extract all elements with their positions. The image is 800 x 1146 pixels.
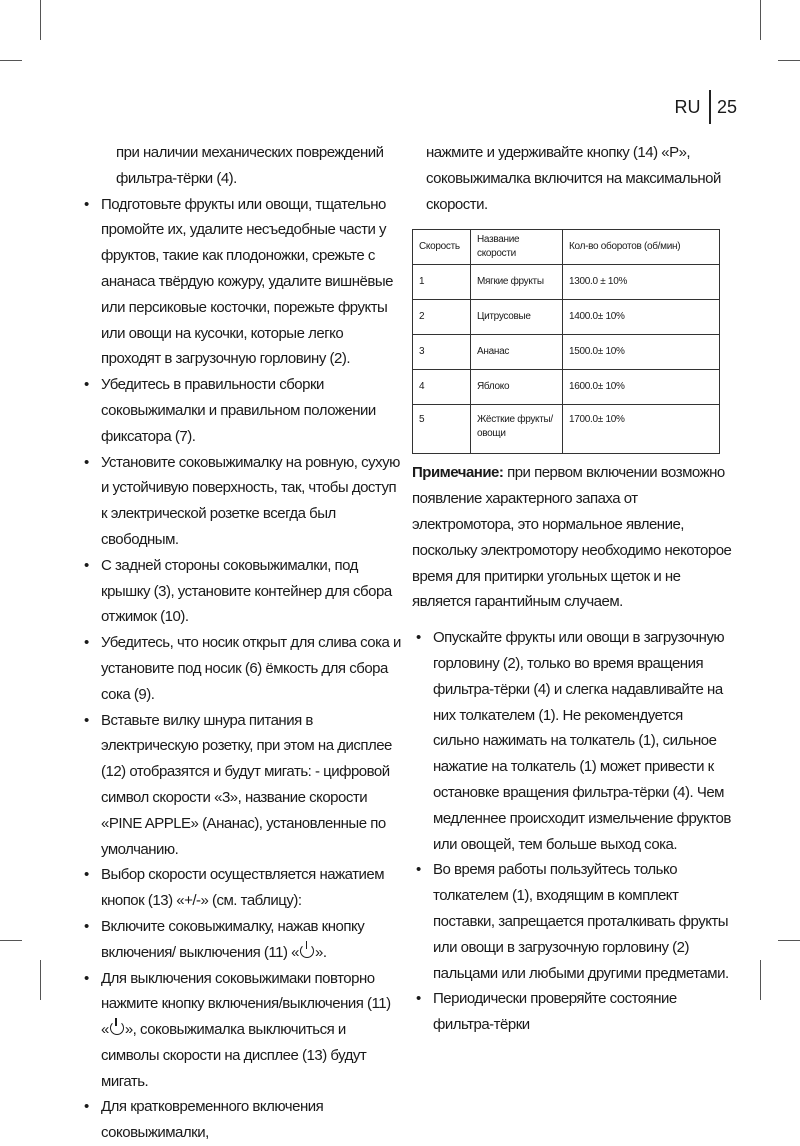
crop-mark-right-top [778, 60, 800, 61]
power-on-text-end: ». [315, 943, 327, 961]
list-item: • Во время работы пользуйтесь только толкателем (1), входящим в комплект поставки, запрещается проталкивать фрукты или овощи в загрузочную горловину (2) пальцами или любыми другими предметами. [412, 857, 732, 986]
table-row [413, 405, 720, 454]
power-icon [110, 1021, 124, 1035]
table-cell: 1700.0± 10% [563, 405, 720, 454]
table-header-row [413, 230, 720, 265]
crop-mark-bottom-right [760, 960, 761, 1000]
table-cell: Жёсткие фрукты/ овощи [471, 405, 563, 454]
table-cell: 2 [413, 300, 471, 335]
page-header [674, 90, 737, 124]
list-item: • Периодически проверяйте состояние фильтра-тёрки [412, 986, 732, 1038]
left-continuation-text: при наличии механических повреждений фильтра-тёрки (4). [116, 144, 384, 187]
note-text: при первом включении возможно появление характерного запаха от электромотора, это нормальное явление, поскольку электромотору необходимо некоторое время для притирки угольных щеток и не является гарантийным случаем. [412, 464, 732, 611]
power-off-text-end: », соковыжималка выключиться и символы скорости на дисплее (13) будут мигать. [101, 1021, 367, 1090]
right-column [412, 140, 732, 1038]
table-cell: Ананас [471, 335, 563, 370]
list-item [80, 966, 402, 1095]
crop-mark-top-left [40, 0, 41, 40]
power-icon [300, 944, 314, 958]
table-header-cell: Название скорости [471, 230, 563, 265]
crop-mark-bottom-left [40, 960, 41, 1000]
language-label: RU [674, 96, 701, 117]
table-cell: 1 [413, 265, 471, 300]
table-cell: 5 [413, 405, 471, 454]
list-item: • Вставьте вилку шнура питания в электрическую розетку, при этом на дисплее (12) отобразятся и будут мигать: - цифровой символ скорости «3», название скорости «PINE APPLE» (Ананас), установленные по умолчанию. [80, 708, 402, 863]
list-item: • Убедитесь, что носик открыт для слива сока и установите под носик (6) ёмкость для сбора сока (9). [80, 630, 402, 707]
list-item [80, 914, 402, 966]
speed-table [412, 229, 720, 454]
table-cell: 1500.0± 10% [563, 335, 720, 370]
crop-mark-left-bottom [0, 940, 22, 941]
table-cell: Цитрусовые [471, 300, 563, 335]
list-item: • С задней стороны соковыжималки, под крышку (3), установите контейнер для сбора отжимок (10). [80, 553, 402, 630]
crop-mark-left-top [0, 60, 22, 61]
table-header-cell: Кол-во оборотов (об/мин) [563, 230, 720, 265]
list-item: • Установите соковыжималку на ровную, сухую и устойчивую поверхность, так, чтобы доступ к электрической розетке всегда был свободным. [80, 450, 402, 553]
table-cell: 3 [413, 335, 471, 370]
table-cell: Мягкие фрукты [471, 265, 563, 300]
table-row [413, 335, 720, 370]
table-cell: 4 [413, 370, 471, 405]
power-on-text: Включите соковыжималку, нажав кнопку включения/ выключения (11) « [101, 917, 365, 961]
table-row [413, 300, 720, 335]
table-header-cell: Скорость [413, 230, 471, 265]
list-item: • Убедитесь в правильности сборки соковыжималки и правильном положении фиксатора (7). [80, 372, 402, 449]
left-bullet-list [80, 192, 402, 1146]
list-item: • Подготовьте фрукты или овощи, тщательно промойте их, удалите несъедобные части у фруктов, такие как плодоножки, срежьте с ананаса твёрдую кожуру, удалите вишнёвые или персиковые косточки, порежьте фрукты или овощи на кусочки, которые легко проходят в загрузочную горловину (2). [80, 192, 402, 373]
crop-mark-top-right [760, 0, 761, 40]
table-row [413, 370, 720, 405]
table-row [413, 265, 720, 300]
left-column [80, 140, 402, 1146]
right-bullet-list [412, 625, 732, 1038]
right-continuation-text: нажмите и удерживайте кнопку (14) «P», соковыжималка включится на максимальной скорости. [426, 144, 721, 213]
crop-mark-right-bottom [778, 940, 800, 941]
power-off-text: Для выключения соковыжимаки повторно нажмите кнопку включения/выключения (11) « [101, 969, 391, 1039]
list-item: • Выбор скорости осуществляется нажатием кнопок (13) «+/-» (см. таблицу): [80, 862, 402, 914]
list-item: • Опускайте фрукты или овощи в загрузочную горловину (2), только во время вращения фильтра-тёрки (4) и слегка надавливайте на них толкателем (1). Не рекомендуется сильно нажимать на толкатель (1), сильное нажатие на толкатель (1) может привести к остановке вращения фильтра-тёрки (4). Чем медленнее происходит измельчение фруктов или овощей, тем больше выход сока. [412, 625, 732, 857]
note-label: Примечание: [412, 464, 504, 482]
page-number: 25 [716, 96, 737, 117]
list-item: • Для кратковременного включения соковыжималки, [80, 1094, 402, 1146]
table-cell: 1600.0± 10% [563, 370, 720, 405]
table-cell: 1300.0 ± 10% [563, 265, 720, 300]
table-cell: Яблоко [471, 370, 563, 405]
table-cell: 1400.0± 10% [563, 300, 720, 335]
note-paragraph [412, 460, 732, 615]
